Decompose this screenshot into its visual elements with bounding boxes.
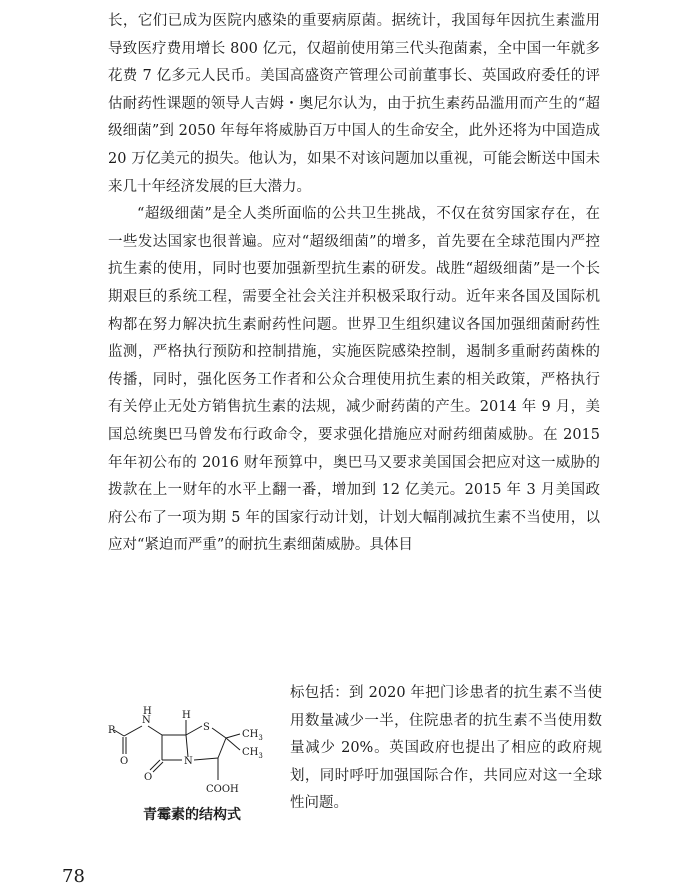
bond-c3-n xyxy=(194,758,218,760)
label-nh-n: N xyxy=(142,715,151,726)
figure-caption: 青霉素的结构式 xyxy=(143,807,241,823)
paragraph-2-continued: 标包括：到 2020 年把门诊患者的抗生素不当使用数量减少一半，住院患者的抗生素不当使用数量减少 20%。英国政府也提出了相应的政府规划，同时呼吁加强国际合作，共同应对这一全球性问题。 xyxy=(290,685,602,812)
label-o-bottom: O xyxy=(144,772,153,783)
bond-c7-o-1 xyxy=(150,760,160,770)
bond-nh-c6 xyxy=(148,726,162,735)
label-cooh: COOH xyxy=(206,784,239,795)
penicillin-structure-figure xyxy=(102,702,274,832)
paragraph-2: “超级细菌”是全人类所面临的公共卫生挑战，不仅在贫穷国家存在，在一些发达国家也很普遍。应对“超级细菌”的增多，首先要在全球范围内严控抗生素的使用，同时也要加强新型抗生素的研发。战胜“超级细菌”是一个长期艰巨的系统工程，需要全社会关注并积极采取行动。近年来各国及国际机构都在努力解决抗生素耐药性问题。世界卫生组织建议各国加强细菌耐药性监测，严格执行预防和控制措施，实施医院感染控制，遏制多重耐药菌株的传播，同时，强化医务工作者和公众合理使用抗生素的相关政策，严格执行有关停止无处方销售抗生素的法规，减少耐药菌的产生。2014 年 9 月，美国总统奥巴马曾发布行政命令，要求强化措施应对耐药细菌威胁。在 2015 年年初公布的 2016 财年预算中，奥巴马又要求美国国会把应对这一威胁的拨款在上一财年的水平上翻一番，增加到 12 亿美元。2015 年 3 月美国政府公布了一项为期 5 年的国家行动计划，计划大幅削减抗生素不当使用，以应对“紧迫而严重”的耐抗生素细菌威胁。具体目 xyxy=(108,206,600,554)
bond-c2-ch3-bottom xyxy=(226,738,240,750)
bond-c5-s xyxy=(186,726,202,735)
label-nh-h: H xyxy=(143,706,152,717)
bond-s-c2 xyxy=(212,728,226,738)
label-r: R xyxy=(108,725,116,736)
bond-c5-n xyxy=(186,735,188,757)
penicillin-structure-diagram xyxy=(102,702,274,802)
bond-c2-ch3-top xyxy=(226,734,240,738)
label-ch3-top: $CH_3$ xyxy=(242,729,263,742)
bond-c-nh xyxy=(124,726,142,736)
label-top-h: H xyxy=(182,710,191,721)
paragraph-2-continued-block xyxy=(290,680,602,818)
main-text xyxy=(108,8,600,560)
label-n-ring: N xyxy=(184,756,193,767)
label-o-left: O xyxy=(120,756,129,767)
label-s: S xyxy=(203,722,210,733)
bond-c2-c3 xyxy=(218,738,226,758)
page-number: 78 xyxy=(62,866,85,887)
label-ch3-bottom: $CH_3$ xyxy=(242,747,263,760)
paragraph-1: 长，它们已成为医院内感染的重要病原菌。据统计，我国每年因抗生素滥用导致医疗费用增长 800 亿元，仅超前使用第三代头孢菌素，全中国一年就多花费 7 亿多元人民币。美国高盛资产管理公司前董事长、英国政府委任的评估耐药性课题的领导人吉姆・奥尼尔认为，由于抗生素药品滥用而产生的“超级细菌”到 2050 年每年将威胁百万中国人的生命安全，此外还将为中国造成 20 万亿美元的损失。他认为，如果不对该问题加以重视，可能会断送中国未来几十年经济发展的巨大潜力。 xyxy=(108,13,600,195)
bond-c7-o-2 xyxy=(153,762,163,772)
